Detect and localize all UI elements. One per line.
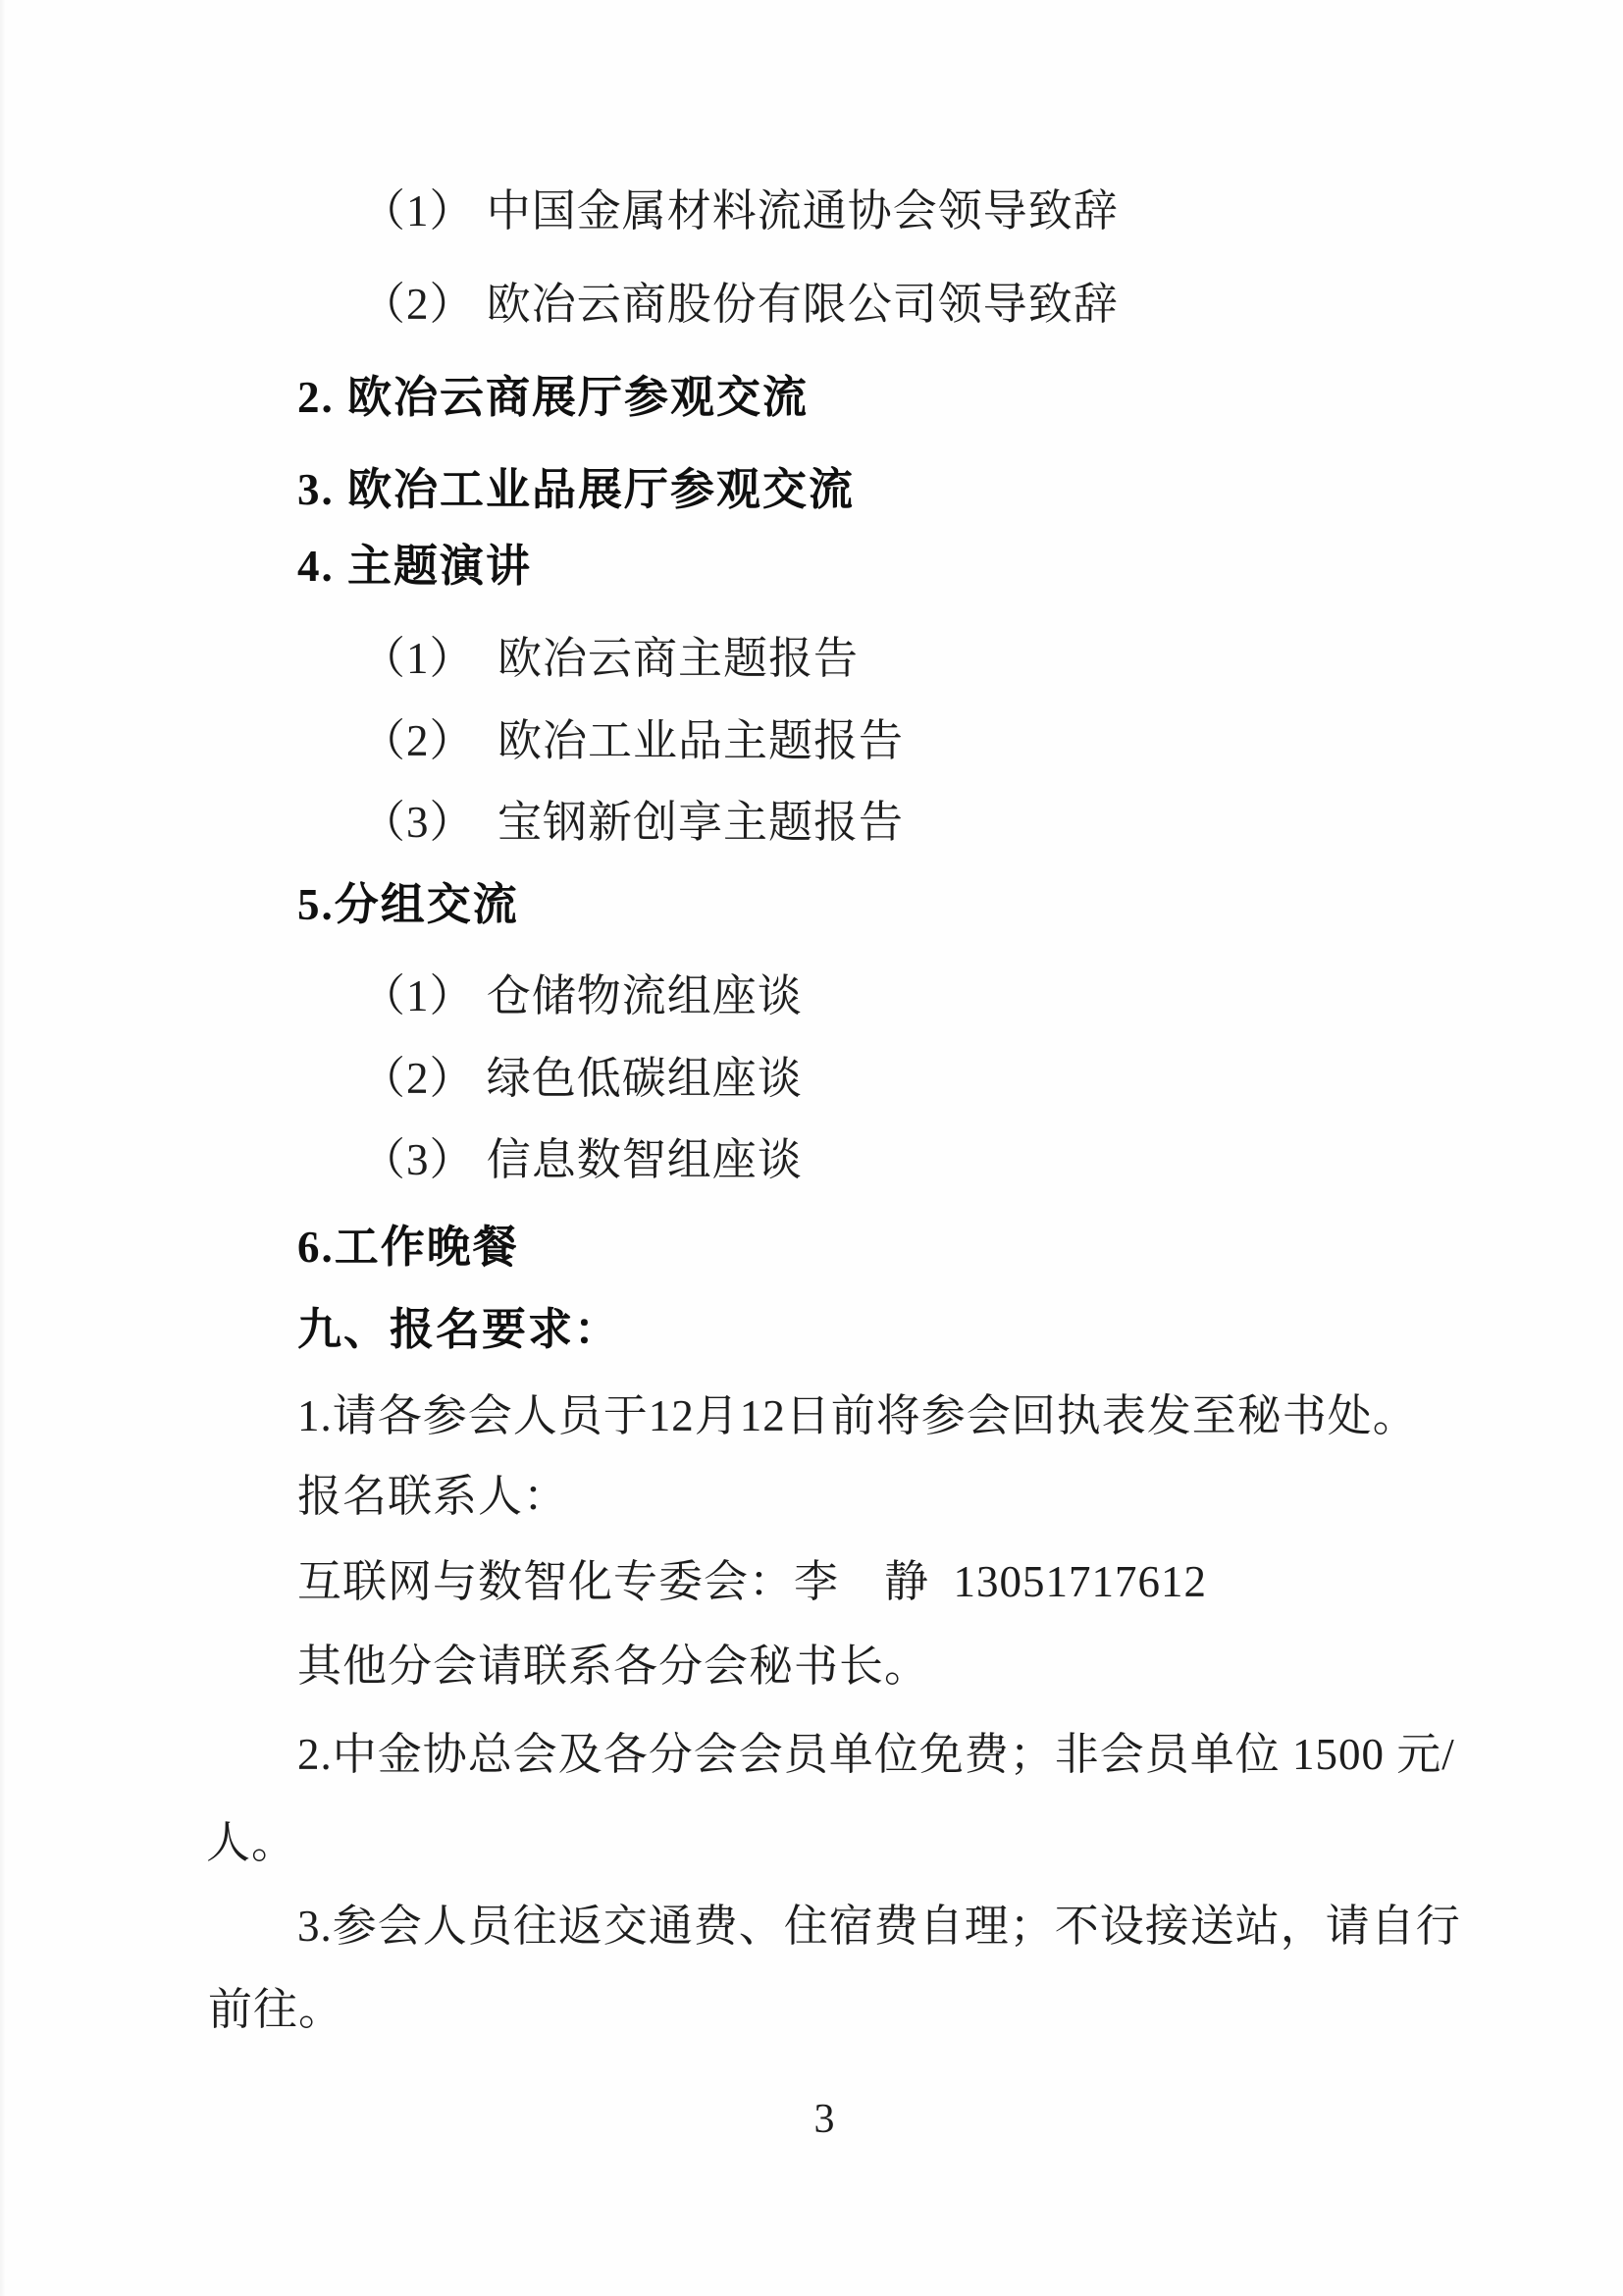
agenda-opening-speech-2: （2） 欧冶云商股份有限公司领导致辞 [361, 280, 1119, 329]
scan-edge-shadow [0, 0, 6, 2296]
registration-other-branches-line: 其他分会请联系各分会秘书长。 [297, 1642, 930, 1691]
keynote-report-3: （3） 宝钢新创享主题报告 [361, 798, 905, 847]
agenda-item-2: 2. 欧冶云商展厅参观交流 [297, 373, 810, 422]
keynote-report-2: （2） 欧冶工业品主题报告 [361, 716, 905, 765]
registration-travel-line-2: 前往。 [208, 1985, 344, 2034]
agenda-item-5: 5.分组交流 [297, 880, 519, 929]
registration-contact-label: 报名联系人： [297, 1472, 569, 1521]
group-session-1: （1） 仓储物流组座谈 [361, 971, 803, 1020]
agenda-item-6: 6.工作晚餐 [297, 1223, 519, 1272]
registration-travel-line-1: 3.参会人员往返交通费、住宿费自理；不设接送站，请自行 [297, 1902, 1461, 1951]
registration-contact-line: 互联网与数智化专委会：李 静 13051717612 [297, 1557, 1208, 1606]
agenda-opening-speech-1: （1） 中国金属材料流通协会领导致辞 [361, 186, 1119, 235]
page-number: 3 [813, 2097, 835, 2142]
group-session-3: （3） 信息数智组座谈 [361, 1135, 803, 1184]
keynote-report-1: （1） 欧冶云商主题报告 [361, 634, 860, 683]
registration-fee-line-1: 2.中金协总会及各分会会员单位免费；非会员单位 1500 元/ [297, 1730, 1455, 1779]
agenda-item-4: 4. 主题演讲 [297, 542, 533, 591]
agenda-item-3: 3. 欧冶工业品展厅参观交流 [297, 465, 856, 514]
registration-fee-line-2: 人。 [206, 1818, 297, 1867]
group-session-2: （2） 绿色低碳组座谈 [361, 1054, 803, 1103]
registration-heading: 九、报名要求： [297, 1305, 621, 1354]
registration-deadline-line: 1.请各参会人员于12月12日前将参会回执表发至秘书处。 [297, 1391, 1418, 1440]
